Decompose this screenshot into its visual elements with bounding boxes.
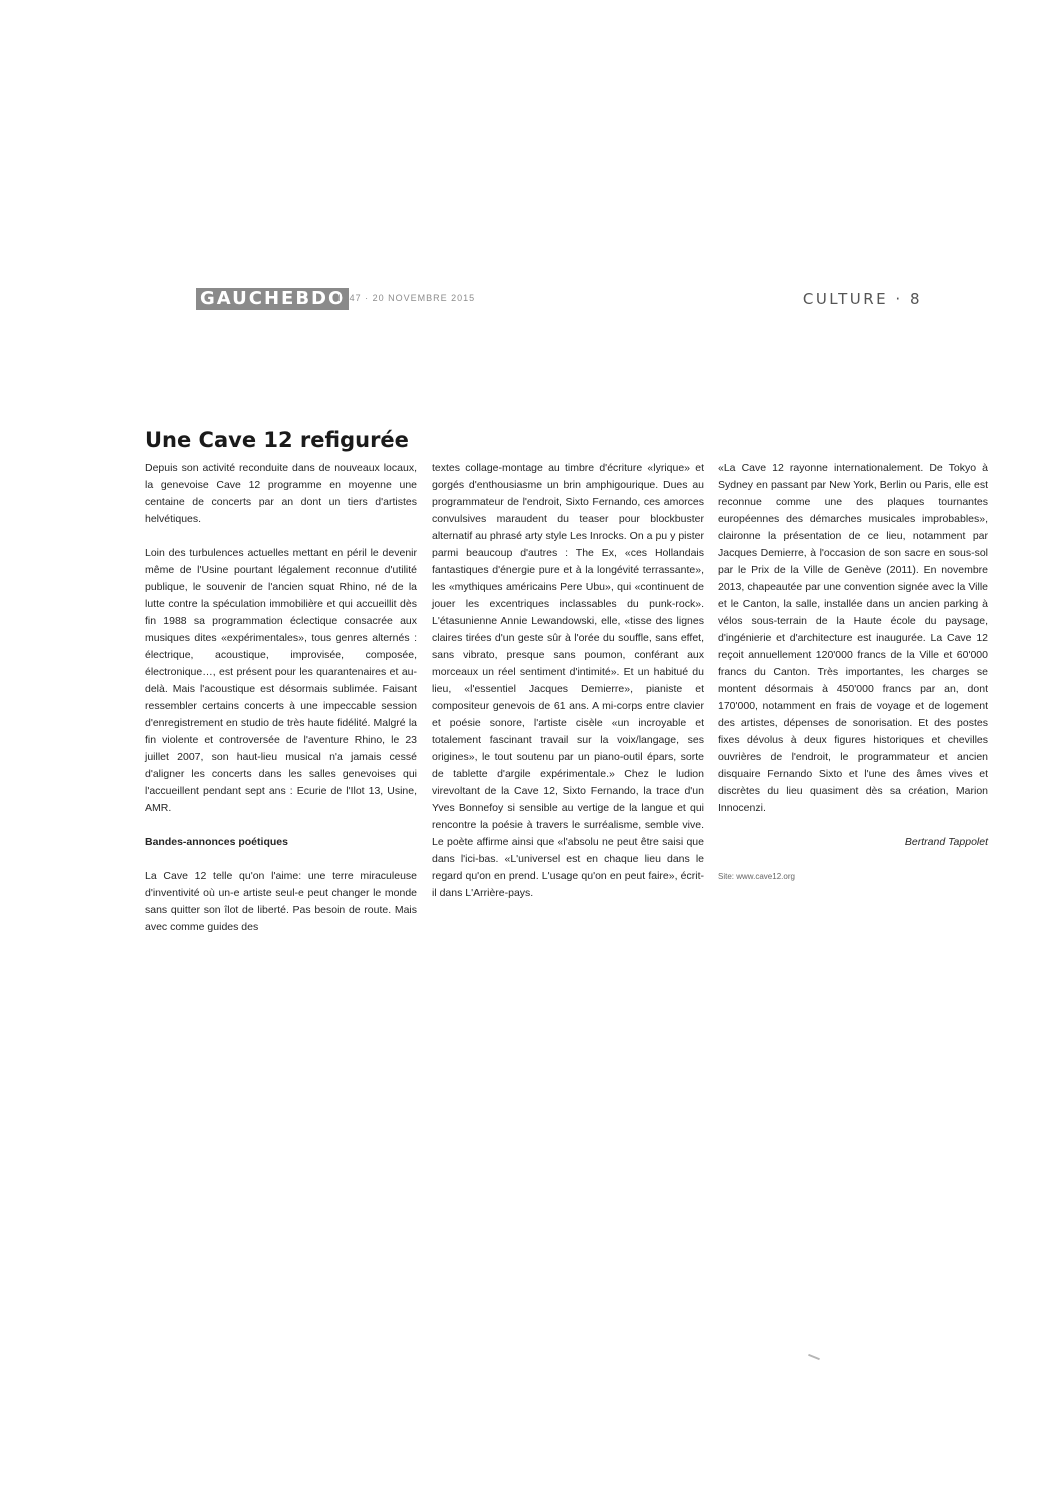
masthead xyxy=(196,288,936,312)
article-column-1 xyxy=(145,460,417,936)
section-subhead: Bandes-annonces poétiques xyxy=(145,836,288,848)
section-page-label: CULTURE · 8 xyxy=(802,290,922,308)
body-paragraph: La Cave 12 telle qu'on l'aime: une terre miraculeuse d'inventivité où un-e artiste seul-e peut changer le monde sans quitter son îlot de liberté. Pas besoin de route. Mais avec comme guides des xyxy=(145,870,417,933)
body-paragraph: Loin des turbulences actuelles mettant en péril le devenir même de l'Usine pourtant légalement reconnue d'utilité publique, le souvenir de l'ancien squat Rhino, né de la lutte contre la spéculation immobilière et qui accueillit dès fin 1988 sa programmation éclectique consacrée aux musiques dites «expérimentales», tous genres alternés : électrique, acoustique, improvisée, composée, électronique…, est présent pour les quarantenaires et au-delà. Mais l'acoustique est désormais sublimée. Faisant ressembler certains concerts à une impeccable session d'enregistrement en studio de très haute fidélité. Malgré la fin violente et controversée de l'aventure Rhino, le 23 juillet 2007, son haut-lieu musical n'a jamais cessé d'aligner les concerts dans les salles genevoises qui l'accueillent pendant sept ans : Ecurie de l'Ilot 13, Usine, AMR. xyxy=(145,547,417,814)
author-byline: Bertrand Tappolet xyxy=(904,836,988,848)
newspaper-logo: GAUCHEBDO xyxy=(196,288,349,310)
lead-paragraph: Depuis son activité reconduite dans de nouveaux locaux, la genevoise Cave 12 programme en moyenne une centaine de concerts par an dont un tiers d'artistes helvétiques. xyxy=(145,462,417,525)
article-column-3 xyxy=(718,460,988,902)
body-paragraph: textes collage-montage au timbre d'écriture «lyrique» et gorgés d'enthousiasme un brin amphigourique. Dues au programmateur de l'endroit, Sixto Fernando, ces amorces convulsives maraudent du teaser pour blockbuster alternatif au phrasé arty style Les Inrocks. On a pu y pister parmi beaucoup d'autres : The Ex, «ces Hollandais fantastiques d'énergie pure et à la longévité terrassante», les «mythiques américains Pere Ubu», qui «continuent de jouer les excentriques inclassables du punk-rock». L'étasunienne Annie Lewandowski, elle, «tisse des lignes claires tirées d'un geste sûr à l'orée du souffle, sans effet, sans vibrato, presque sans poumon, conférant aux morceaux un réel sentiment d'intimité». Et un habitué du lieu, «l'essentiel Jacques Demierre», pianiste et compositeur genevois de 61 ans. A mi-corps entre clavier et poésie sonore, l'artiste cisèle «un incroyable et totalement fascinant travail sur la voix/langage, ses origines», le tout soutenu par un piano-outil épars, sorte de tablette d'argile expérimentale.» Chez le ludion virevoltant de la Cave 12, Sixto Fernando, la trace d'un Yves Bonnefoy si sensible au vertige de la langue et qui rencontre la poésie à travers le surréalisme, semble vive. Le poète affirme ainsi que «l'absolu ne peut être saisi que dans l'ici-bas. «L'universel est en chaque lieu dans le regard qu'on en prend. L'usage qu'on en peut faire», écrit-il dans L'Arrière-pays. xyxy=(432,462,704,899)
article-title: Une Cave 12 refigurée xyxy=(145,428,409,452)
article-column-2 xyxy=(432,460,704,902)
website-reference: Site: www.cave12.org xyxy=(718,872,795,881)
issue-info: N° 47 · 20 NOVEMBRE 2015 xyxy=(334,293,476,303)
scan-speck xyxy=(808,1354,820,1360)
body-paragraph: «La Cave 12 rayonne internationalement. De Tokyo à Sydney en passant par New York, Berlin ou Paris, elle est reconnue comme une des plaques tournantes européennes des démarches musicales improbables», claironne la présentation de ce lieu, notamment par Jacques Demierre, à l'occasion de son sacre en sous-sol par le Prix de la Ville de Genève (2011). En novembre 2013, chapeautée par une convention signée avec la Ville et le Canton, la salle, installée dans un ancien parking à vélos sous-terrain de la Haute école du paysage, d'ingénierie et d'architecture est inaugurée. La Cave 12 reçoit annuellement 120'000 francs de la Ville et 60'000 francs du Canton. Très importantes, les charges se montent désormais à 450'000 francs par an, dont 170'000, notamment en frais de voyage et de logement des artistes, dépenses de sonorisation. Et des postes fixes dévolus à deux figures historiques et chevilles ouvrières de l'endroit, le programmateur et ancien disquaire Fernando Sixto et l'une des âmes vives et discrètes du lieu quasiment dès sa création, Marion Innocenzi. xyxy=(718,462,988,814)
